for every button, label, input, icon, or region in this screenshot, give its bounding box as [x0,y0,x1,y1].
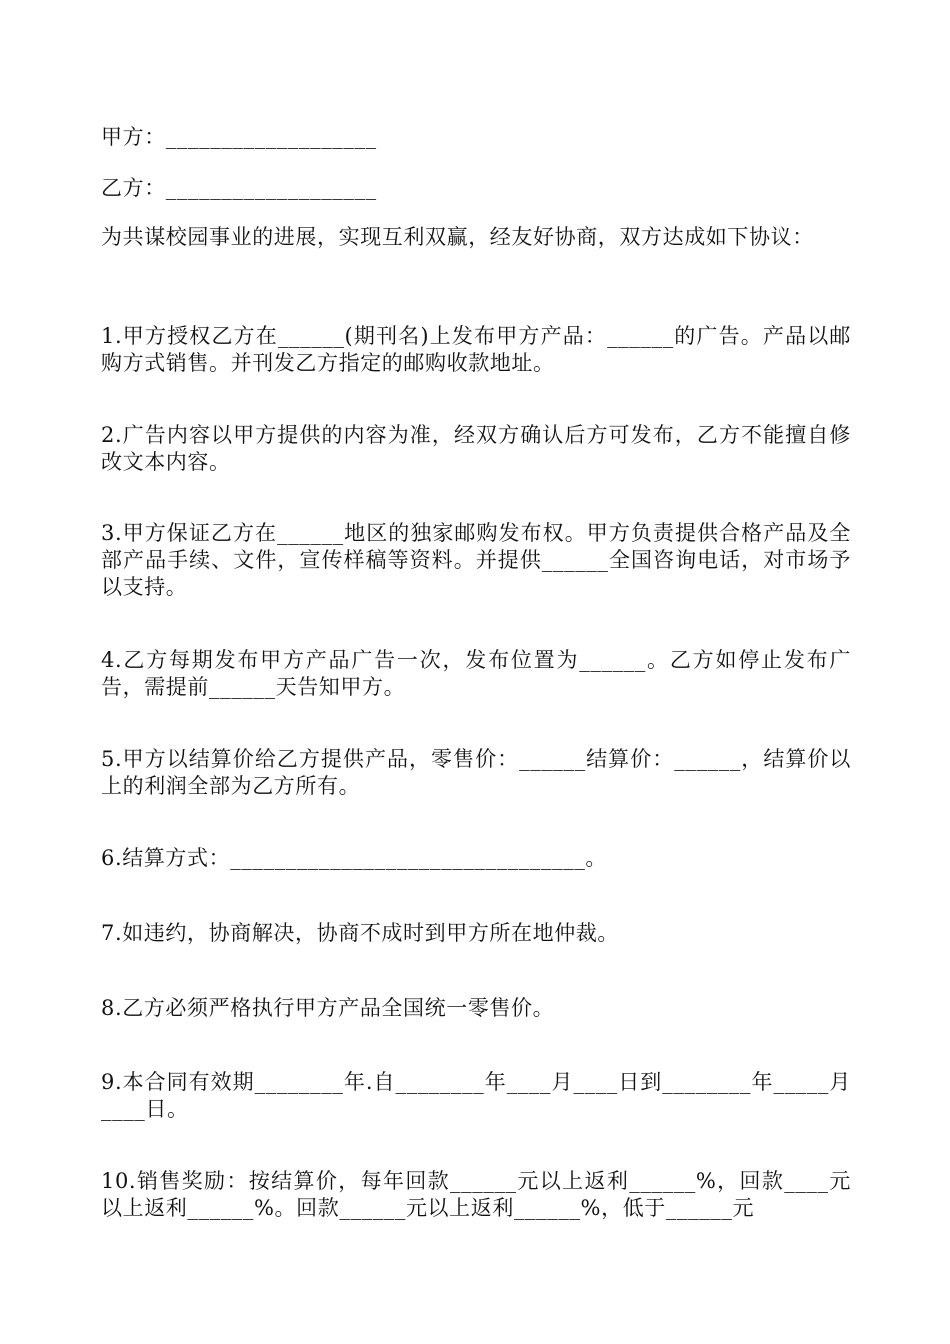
clause-1: 1.甲方授权乙方在______(期刊名)上发布甲方产品：______的广告。产品以邮购方式销售。并刊发乙方指定的邮购收款地址。 [101,324,851,375]
clause-2: 2.广告内容以甲方提供的内容为准，经双方确认后方可发布，乙方不能擅自修改文本内容。 [101,423,851,474]
intro-paragraph: 为共谋校园事业的进展，实现互利双赢，经友好协商，双方达成如下协议： [101,225,814,249]
clause-5: 5.甲方以结算价给乙方提供产品，零售价：______结算价：______，结算价以上的利润全部为乙方所有。 [101,747,851,798]
party-b-line: 乙方：___________________ [101,176,377,200]
party-a-line: 甲方：___________________ [101,125,377,149]
clause-8: 8.乙方必须严格执行甲方产品全国统一零售价。 [101,996,555,1020]
clause-4: 4.乙方每期发布甲方产品广告一次，发布位置为______。乙方如停止发布广告，需提前______天告知甲方。 [101,648,851,699]
clause-7: 7.如违约，协商解决，协商不成时到甲方所在地仲裁。 [101,921,620,945]
clause-10: 10.销售奖励：按结算价，每年回款______元以上返利______%，回款____元以上返利______%。回款______元以上返利______%，低于______元 [101,1169,851,1220]
clause-6: 6.结算方式：________________________________。 [101,846,608,870]
clause-9: 9.本合同有效期________年.自________年____月____日到________年_____月____日。 [101,1070,851,1121]
clause-3: 3.甲方保证乙方在______地区的独家邮购发布权。甲方负责提供合格产品及全部产品手续、文件，宣传样稿等资料。并提供______全国咨询电话，对市场予以支持。 [101,521,851,599]
